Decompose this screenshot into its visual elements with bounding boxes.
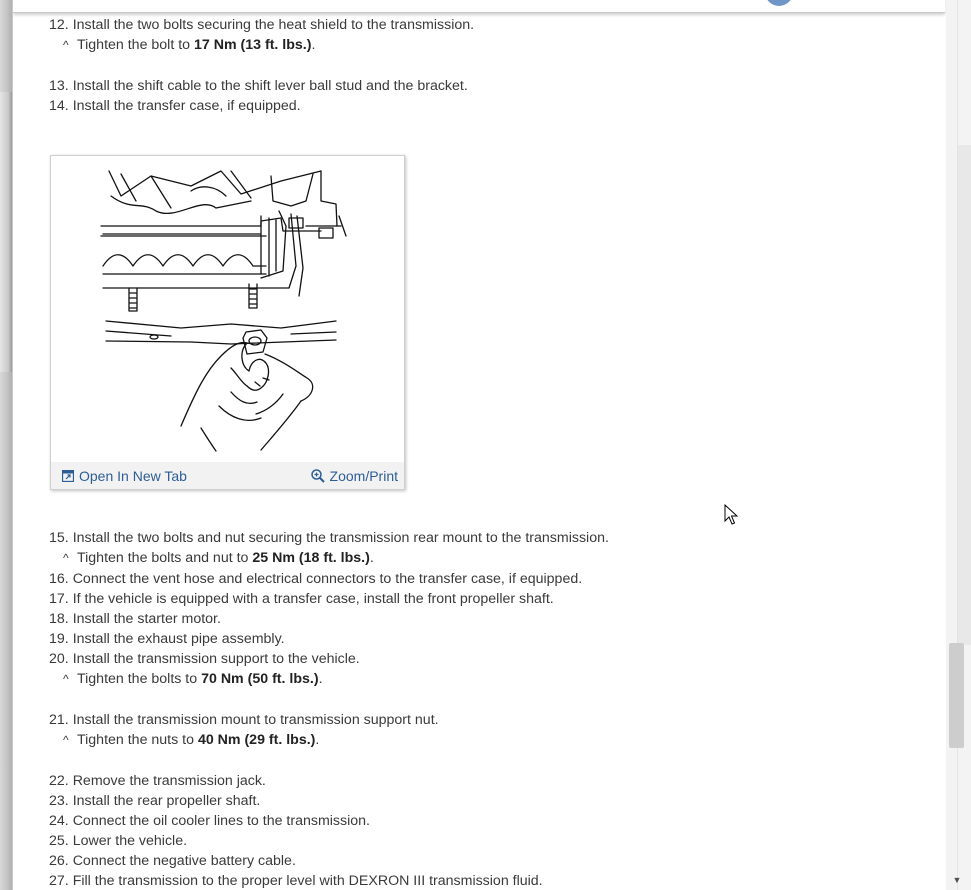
zoom-print-link[interactable]	[311, 468, 398, 484]
step-12-torque: ^ Tighten the bolt to 17 Nm (13 ft. lbs.).	[63, 37, 316, 53]
zoom-print-label: Zoom/Print	[329, 468, 398, 484]
document-panel	[12, 0, 948, 890]
step-14: 14. Install the transfer case, if equipped.	[49, 98, 301, 114]
step-21-torque: ^ Tighten the nuts to 40 Nm (29 ft. lbs.).	[63, 732, 320, 748]
open-in-new-tab-link[interactable]	[62, 468, 187, 484]
toolbar-edge	[13, 0, 945, 13]
step-13: 13. Install the shift cable to the shift lever ball stud and the bracket.	[49, 78, 468, 94]
left-edge-shade	[0, 92, 12, 372]
mouse-pointer-icon	[724, 504, 738, 526]
step-19: 19. Install the exhaust pipe assembly.	[49, 631, 285, 647]
notification-icon[interactable]	[815, 0, 831, 4]
step-24: 24. Connect the oil cooler lines to the transmission.	[49, 813, 370, 829]
left-window-edge	[0, 0, 12, 890]
sub-marker: ^	[63, 672, 69, 686]
sub-marker: ^	[63, 38, 69, 52]
step-12: 12. Install the two bolts securing the heat shield to the transmission.	[49, 17, 475, 33]
vertical-scrollbar[interactable]	[946, 0, 971, 890]
step-25: 25. Lower the vehicle.	[49, 833, 188, 849]
user-avatar[interactable]	[765, 0, 793, 6]
scroll-down-arrow-icon[interactable]: ▼	[952, 875, 962, 885]
sub-marker: ^	[63, 551, 69, 565]
scrollbar-thumb[interactable]	[949, 643, 964, 748]
sub-marker: ^	[63, 733, 69, 747]
magnifier-plus-icon	[311, 469, 325, 483]
step-15-torque: ^ Tighten the bolts and nut to 25 Nm (18 ft. lbs.).	[63, 550, 374, 566]
step-17: 17. If the vehicle is equipped with a transfer case, install the front propeller shaft.	[49, 591, 554, 607]
open-new-tab-icon	[62, 470, 74, 482]
outer-scroll-track	[958, 145, 971, 645]
step-15: 15. Install the two bolts and nut securing the transmission rear mount to the transmission.	[49, 530, 609, 546]
illustration-figure	[50, 155, 405, 490]
step-23: 23. Install the rear propeller shaft.	[49, 793, 261, 809]
step-16: 16. Connect the vent hose and electrical connectors to the transfer case, if equipped.	[49, 571, 583, 587]
step-26: 26. Connect the negative battery cable.	[49, 853, 296, 869]
open-in-new-tab-label: Open In New Tab	[79, 468, 187, 484]
step-18: 18. Install the starter motor.	[49, 611, 221, 627]
step-22: 22. Remove the transmission jack.	[49, 773, 266, 789]
figure-footer	[51, 462, 404, 489]
step-27: 27. Fill the transmission to the proper level with DEXRON III transmission fluid.	[49, 873, 543, 889]
transmission-mount-illustration[interactable]	[51, 156, 404, 462]
step-20-torque: ^ Tighten the bolts to 70 Nm (50 ft. lbs.).	[63, 671, 323, 687]
step-20: 20. Install the transmission support to the vehicle.	[49, 651, 360, 667]
step-21: 21. Install the transmission mount to transmission support nut.	[49, 712, 439, 728]
